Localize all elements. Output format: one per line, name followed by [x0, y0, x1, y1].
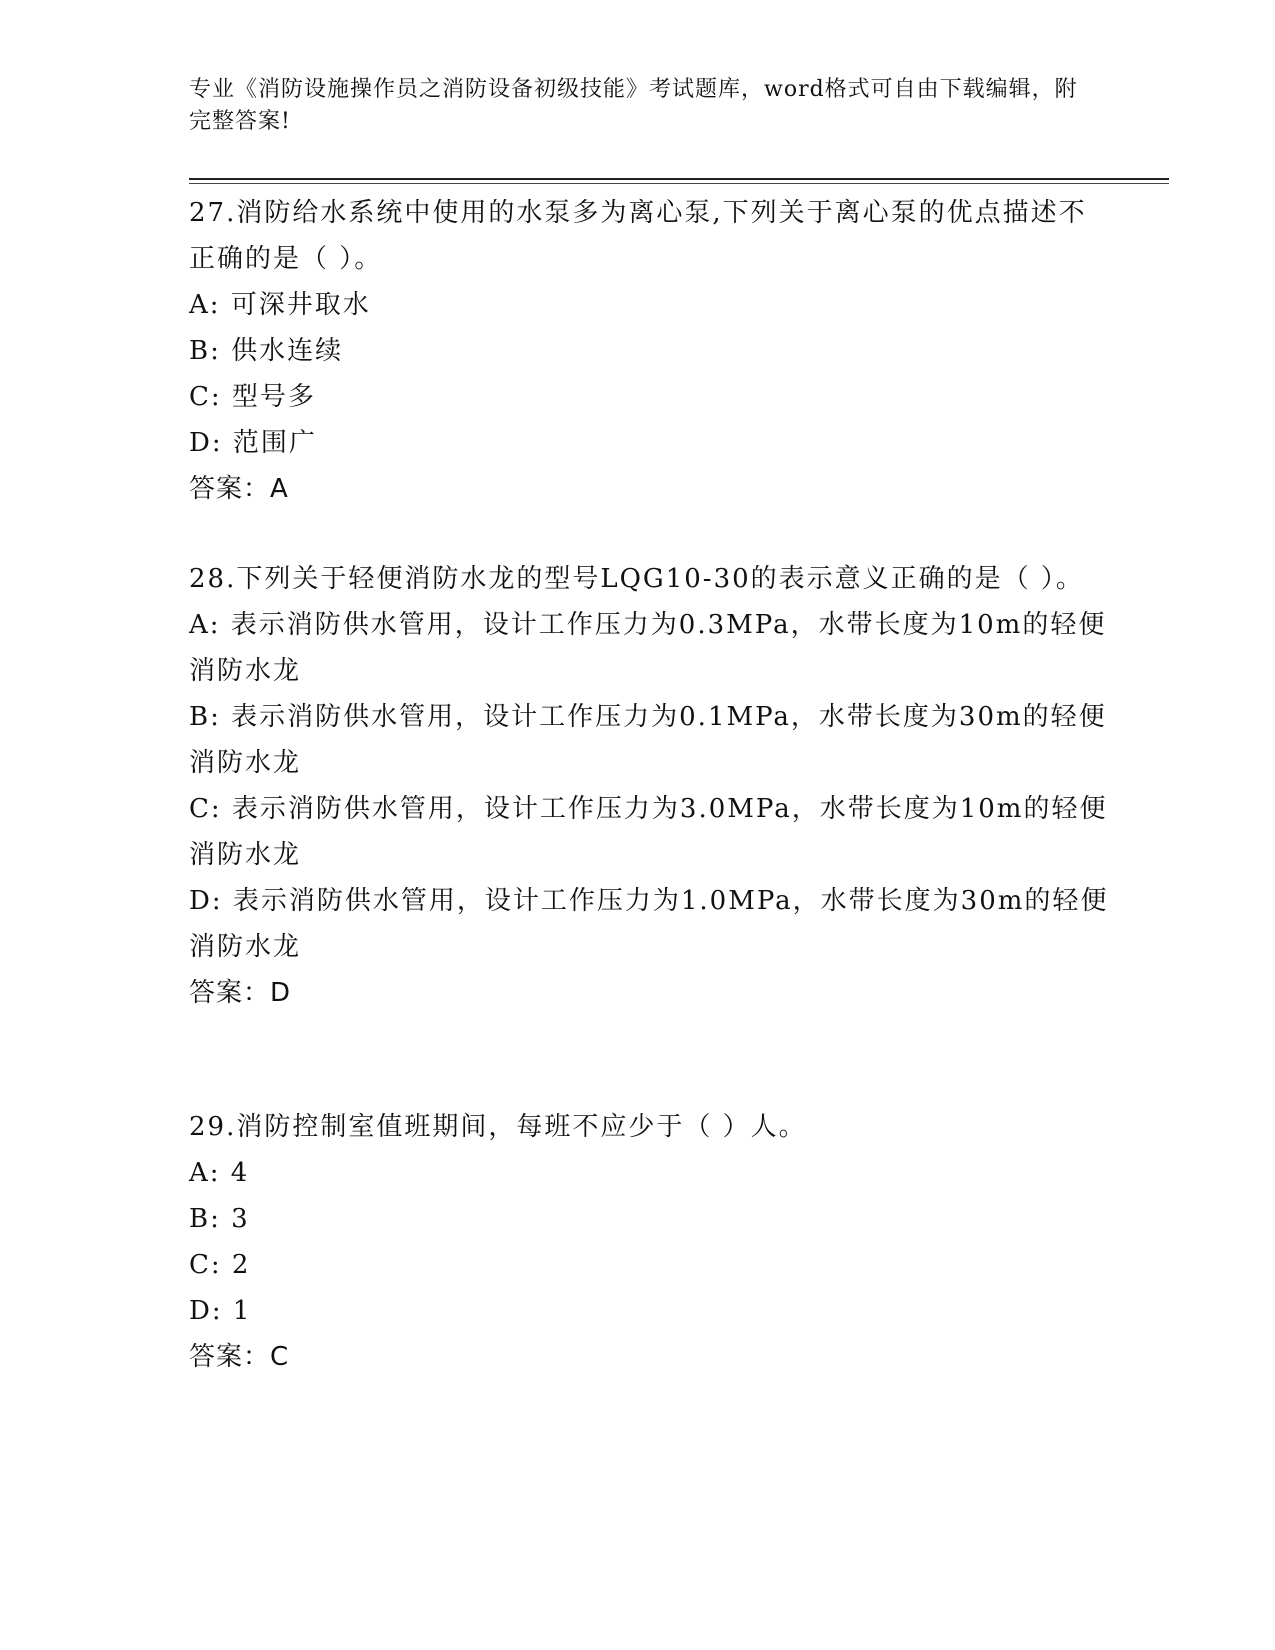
question-28 [189, 556, 1109, 1016]
question-title: 28.下列关于轻便消防水龙的型号LQG10-30的表示意义正确的是（ ）。 [189, 564, 1084, 594]
option-c: C: 2 [189, 1250, 251, 1280]
option-a: A: 表示消防供水管用，设计工作压力为0.3MPa，水带长度为10m的轻便消防水龙 [189, 610, 1107, 686]
option-b: B: 3 [189, 1204, 250, 1234]
option-d: D: 范围广 [189, 428, 317, 458]
answer: 答案：A [189, 474, 289, 504]
option-a: A: 可深井取水 [189, 290, 371, 320]
answer: 答案：D [189, 978, 292, 1008]
question-29 [189, 1104, 1109, 1380]
document-header: 专业《消防设施操作员之消防设备初级技能》考试题库，word格式可自由下载编辑，附完整答案! [189, 77, 1078, 134]
answer: 答案：C [189, 1342, 290, 1372]
option-b: B: 供水连续 [189, 336, 344, 366]
option-c: C: 表示消防供水管用，设计工作压力为3.0MPa，水带长度为10m的轻便消防水龙 [189, 794, 1108, 870]
question-27 [189, 190, 1109, 512]
question-title: 27.消防给水系统中使用的水泵多为离心泵,下列关于离心泵的优点描述不正确的是（ ）。 [189, 198, 1087, 274]
question-title: 29.消防控制室值班期间，每班不应少于（ ）人。 [189, 1112, 807, 1142]
option-a: A: 4 [189, 1158, 250, 1188]
option-b: B: 表示消防供水管用，设计工作压力为0.1MPa，水带长度为30m的轻便消防水龙 [189, 702, 1107, 778]
option-d: D: 1 [189, 1296, 252, 1326]
header-divider-thin [189, 183, 1169, 184]
option-c: C: 型号多 [189, 382, 316, 412]
header-divider-thick [189, 178, 1169, 180]
option-d: D: 表示消防供水管用，设计工作压力为1.0MPa，水带长度为30m的轻便消防水龙 [189, 886, 1109, 962]
